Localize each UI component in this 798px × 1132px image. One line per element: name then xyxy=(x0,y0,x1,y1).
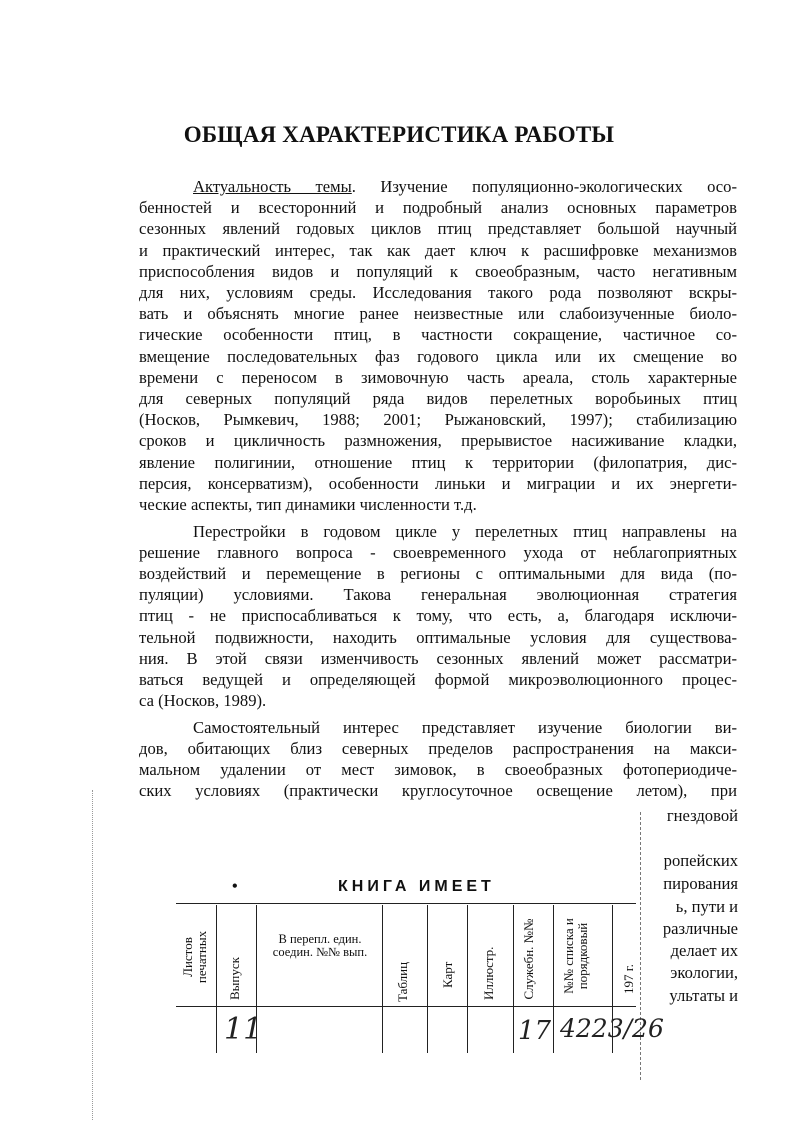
section-lead: Актуальность темы xyxy=(193,177,352,196)
occluded-text-fragment: пирования xyxy=(663,874,738,893)
col-header-tablits: Таблиц xyxy=(395,961,410,1002)
handwritten-sluzhebn: 17 xyxy=(518,1016,552,1046)
handwritten-spiska: 4223/26 xyxy=(560,1014,664,1043)
text-line: ния. В этой связи изменчивость сезонных явлений может рассматри- xyxy=(139,648,737,668)
text-line xyxy=(193,176,737,197)
text-line: гические особенности птиц, в частности сокращение, частичное со- xyxy=(139,325,737,345)
text-line: решение главного вопроса - своевременного ухода от неблагоприятных xyxy=(139,542,737,562)
text-line: вмещение последовательных фаз годового цикла или их смещение во xyxy=(139,346,737,366)
col-header-year: 197 г. xyxy=(621,964,636,994)
card-col-divider xyxy=(467,905,468,1053)
text-line: вать и объяснять многие ранее неизвестные или слабоизученные биоло- xyxy=(139,304,737,324)
text-line: времени с переносом в зимовочную часть ареала, столь характерные xyxy=(139,367,737,387)
text-line: приспособления видов и популяций к своеобразным, часто негативным xyxy=(139,261,737,281)
card-col-divider xyxy=(216,905,217,1053)
text-span: . Изучение популяционно-экологических осо- xyxy=(351,177,737,196)
col-header-sluzhebn: Служебн. №№ xyxy=(521,918,536,1000)
card-table-mid-line xyxy=(176,1006,636,1007)
occluded-text-fragment: ропейских xyxy=(663,851,738,870)
text-line: бенностей и всесторонний и подробный анализ основных параметров xyxy=(139,198,737,218)
card-col-divider xyxy=(382,905,383,1053)
text-line: ческие аспекты, тип динамики численности т.д. xyxy=(139,495,477,514)
card-col-divider xyxy=(513,905,514,1053)
text-line: тельной подвижности, находить оптимальные условия для существова- xyxy=(139,627,737,647)
card-table-top-line xyxy=(176,903,636,904)
card-dot: • xyxy=(232,878,238,895)
text-line: дов, обитающих близ северных пределов распространения на макси- xyxy=(139,738,737,758)
col-header-vypusk: Выпуск xyxy=(227,957,242,1000)
scan-edge-line xyxy=(92,790,94,1120)
text-line: для них, условиям среды. Исследования такого рода позволяют вскры- xyxy=(139,283,737,302)
occluded-text-fragment: гнездовой xyxy=(666,806,738,825)
text-line: (Носков, Рымкевич, 1988; 2001; Рыжановский, 1997); стабилизацию xyxy=(139,410,737,430)
text-line: и практический интерес, так как дает ключ к расшифровке механизмов xyxy=(139,240,737,260)
col-header-kart: Карт xyxy=(440,961,455,988)
handwritten-vypusk: 11 xyxy=(224,1012,263,1047)
text-line: сезонных явлений годовых циклов птиц представляет большой научный xyxy=(139,219,737,239)
col-header-listov: Листов печатных xyxy=(180,930,209,984)
card-heading: КНИГА ИМЕЕТ xyxy=(338,878,495,895)
card-col-divider xyxy=(427,905,428,1053)
text-line: персия, консерватизм), особенности линьки и миграции и их энергети- xyxy=(139,473,737,493)
text-line: сроков и цикличность размножения, прерывистое насиживание кладки, xyxy=(139,431,737,451)
occluded-text-fragment: различные xyxy=(662,919,738,938)
text-line: ваться ведущей и определяющей формой микроэволюционного процес- xyxy=(139,669,737,689)
occluded-text-fragment: экологии, xyxy=(670,963,738,982)
text-line: са (Носков, 1989). xyxy=(139,691,267,711)
text-line: мальном удалении от мест зимовок, в своеобразных фотопериодиче- xyxy=(139,760,737,779)
occluded-text-fragment: ь, пути и xyxy=(675,897,738,916)
text-line: птиц - не приспосабливаться к тому, что есть, а, благодаря исключи- xyxy=(139,606,737,626)
text-line: для северных популяций ряда видов перелетных воробьиных птиц xyxy=(139,389,737,408)
col-header-spiska: №№ списка и порядковый xyxy=(561,918,590,994)
text-line: воздействий и перемещение в регионы с оптимальными для вида (по- xyxy=(139,563,737,583)
text-line: пуляции) условиями. Такова генеральная эволюционная стратегия xyxy=(139,585,737,605)
occluded-text-fragment: ультаты и xyxy=(669,986,738,1005)
page-title: ОБЩАЯ ХАРАКТЕРИСТИКА РАБОТЫ xyxy=(183,122,615,147)
col-header-pereplet: В перепл. един. соедин. №№ вып. xyxy=(272,932,368,959)
text-line: явление полигинии, отношение птиц к территории (филопатрия, дис- xyxy=(139,452,737,472)
col-header-illyustr: Иллюстр. xyxy=(481,946,496,1000)
text-line: Перестройки в годовом цикле у перелетных птиц направлены на xyxy=(193,521,737,541)
text-line: Самостоятельный интерес представляет изучение биологии ви- xyxy=(193,717,737,737)
card-col-divider xyxy=(553,905,554,1053)
text-line: ских условиях (практически круглосуточное освещение летом), при xyxy=(139,781,737,801)
occluded-text-fragment: делает их xyxy=(670,941,738,960)
